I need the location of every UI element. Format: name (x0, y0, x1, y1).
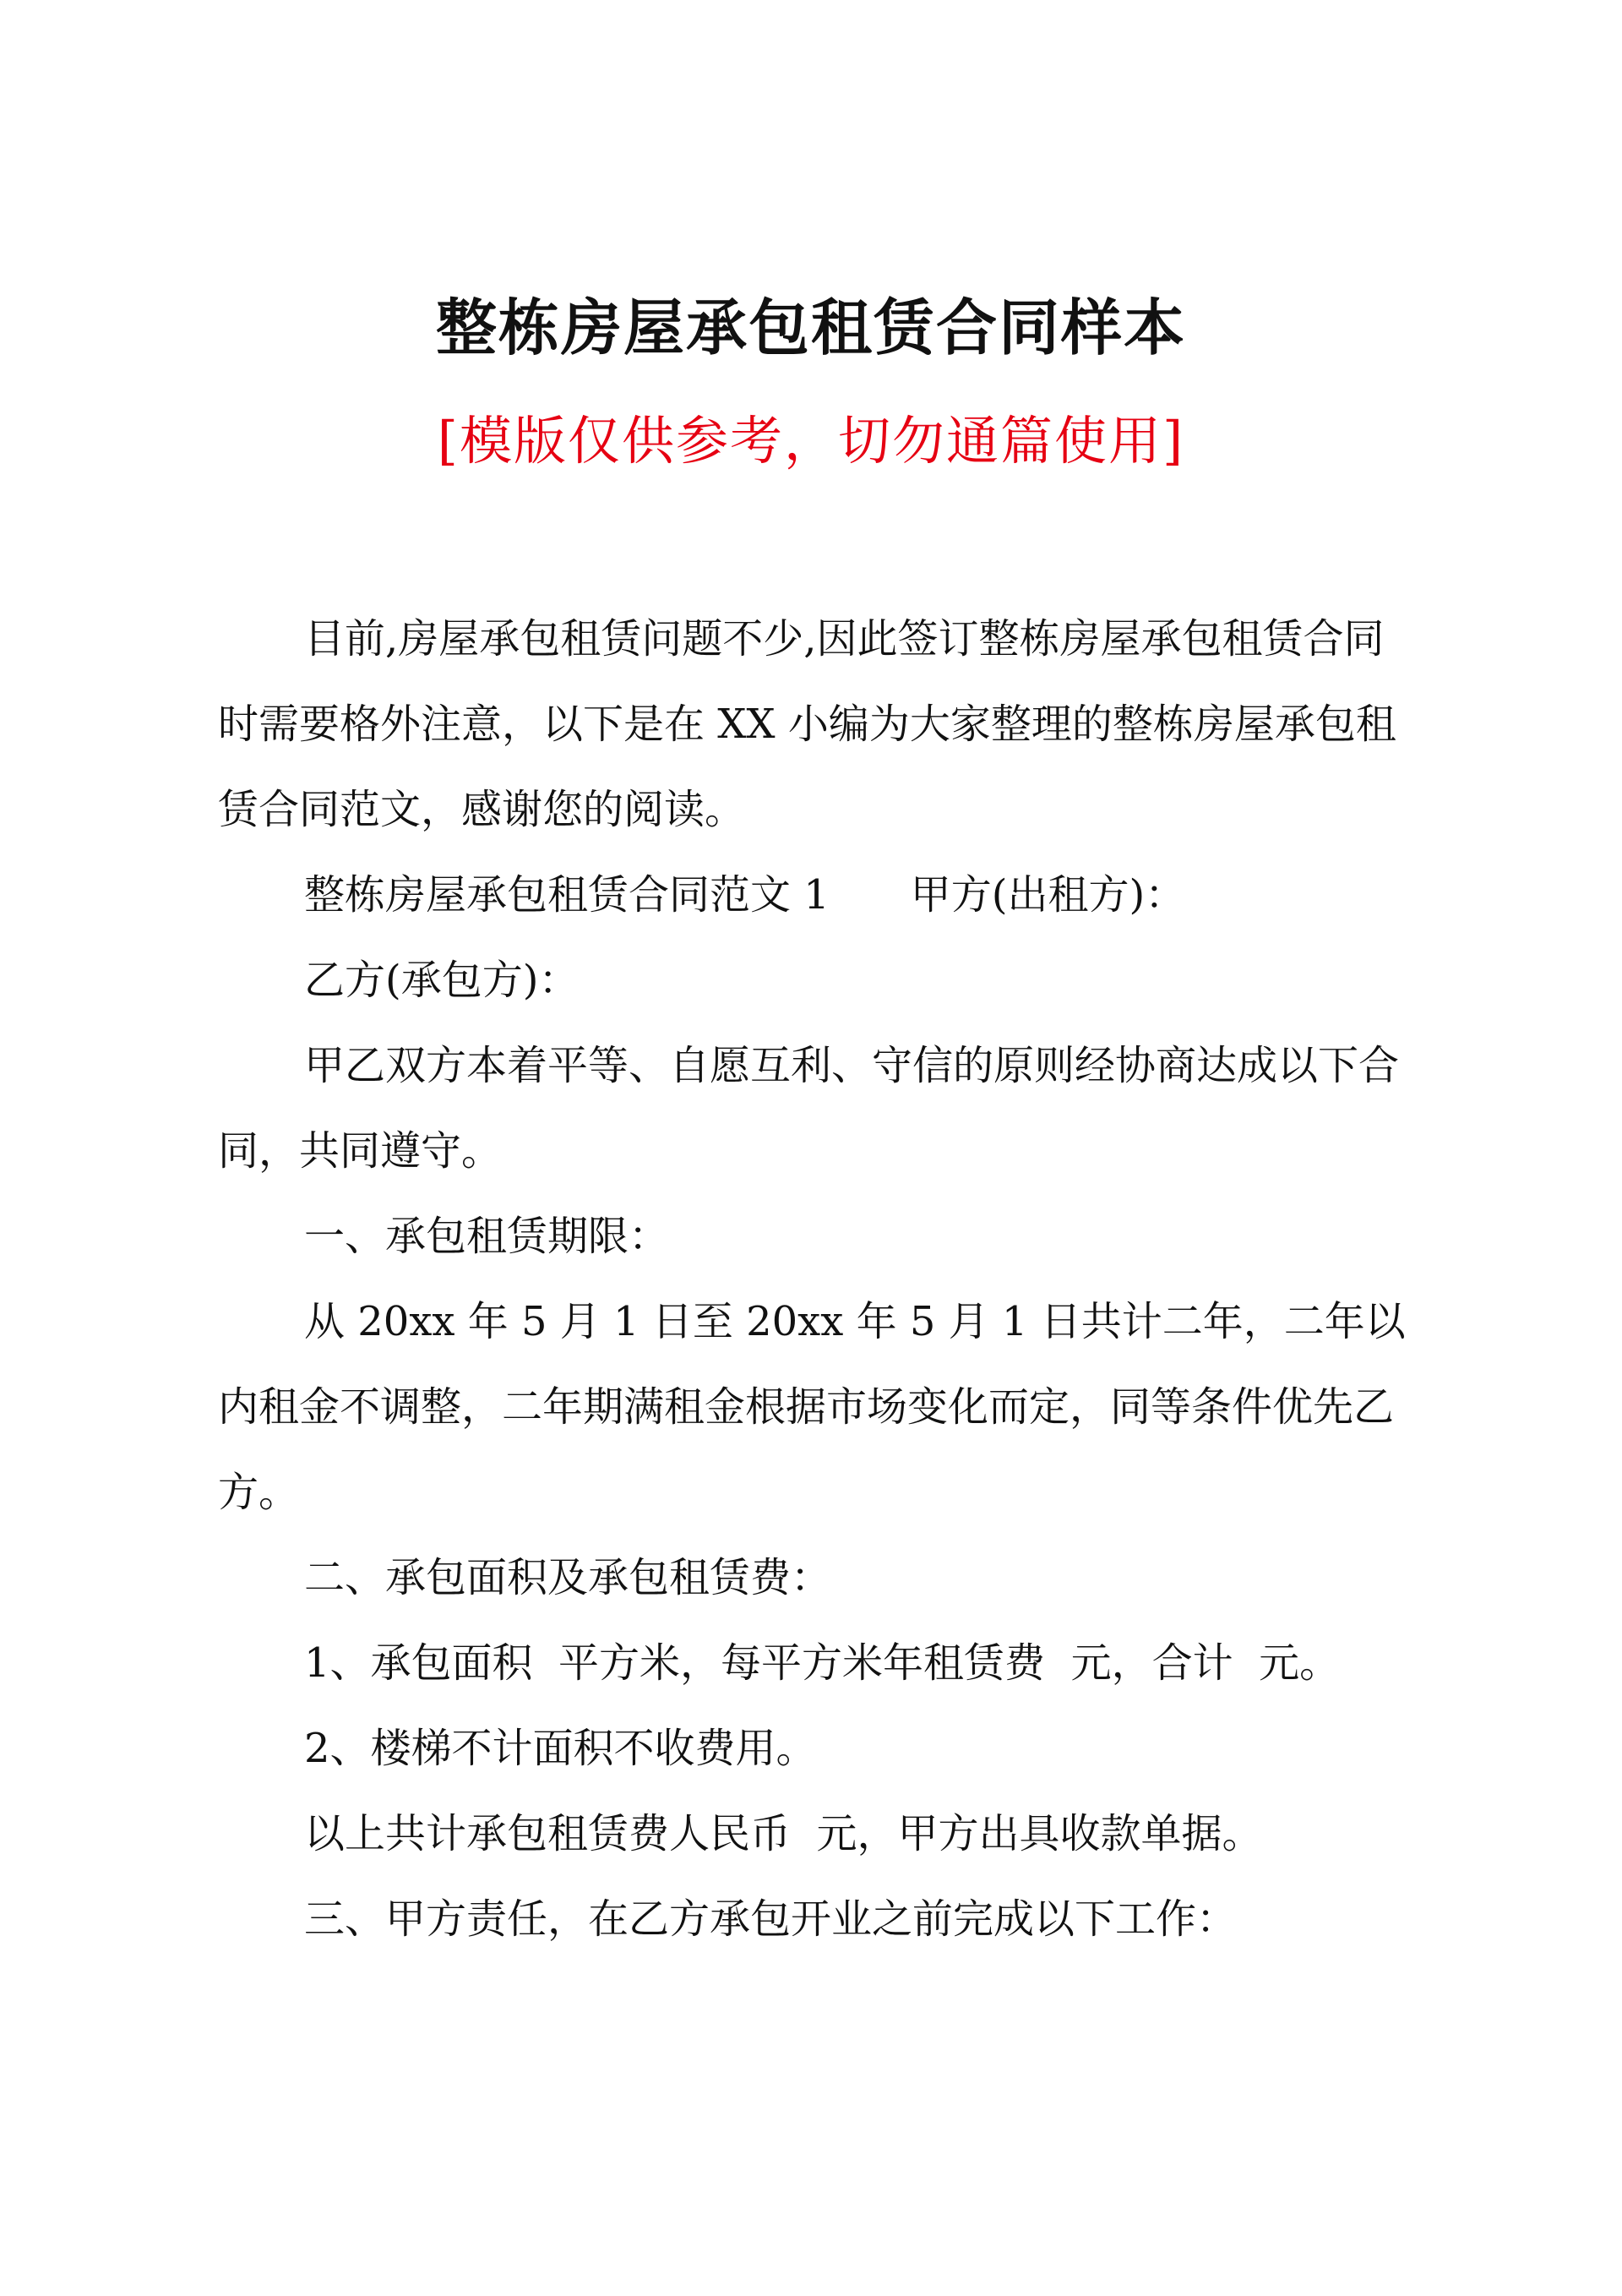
paragraph-area: 1、承包面积 平方米，每平方米年租赁费 元，合计 元。 (304, 1639, 1341, 1687)
paragraph-term: 从 20xx 年 5 月 1 日至 20xx 年 5 月 1 日共计二年，二年以内租金不调整，二年期满租金根据市场变化而定，同等条件优先乙方。 (218, 1298, 1406, 1516)
paragraph-principles: 甲乙双方本着平等、自愿互利、守信的原则经协商达成以下合同，共同遵守。 (218, 1042, 1400, 1175)
template-disclaimer: [模版仅供参考，切勿通篇使用] (437, 410, 1185, 472)
section-heading-term: 一、承包租赁期限： (304, 1213, 670, 1260)
paragraph-intro: 目前,房屋承包租赁问题不少,因此签订整栋房屋承包租赁合同时需要格外注意，以下是在 XX 小编为大家整理的整栋房屋承包租赁合同范文，感谢您的阅读。 (218, 615, 1396, 833)
paragraph-sample-heading: 整栋房屋承包租赁合同范文 1 甲方(出租方)： (304, 871, 1186, 919)
paragraph-total-fee: 以上共计承包租赁费人民币 元，甲方出具收款单据。 (304, 1810, 1263, 1857)
section-heading-party-a-duty: 三、甲方责任，在乙方承包开业之前完成以下工作： (304, 1895, 1238, 1943)
document-body (218, 597, 1418, 1962)
section-heading-area-fee: 二、承包面积及承包租赁费： (304, 1554, 832, 1601)
paragraph-party-b: 乙方(承包方)： (304, 957, 580, 1004)
paragraph-stairs: 2、楼梯不计面积不收费用。 (304, 1725, 817, 1772)
document-title: 整栋房屋承包租赁合同样本 (435, 292, 1186, 363)
